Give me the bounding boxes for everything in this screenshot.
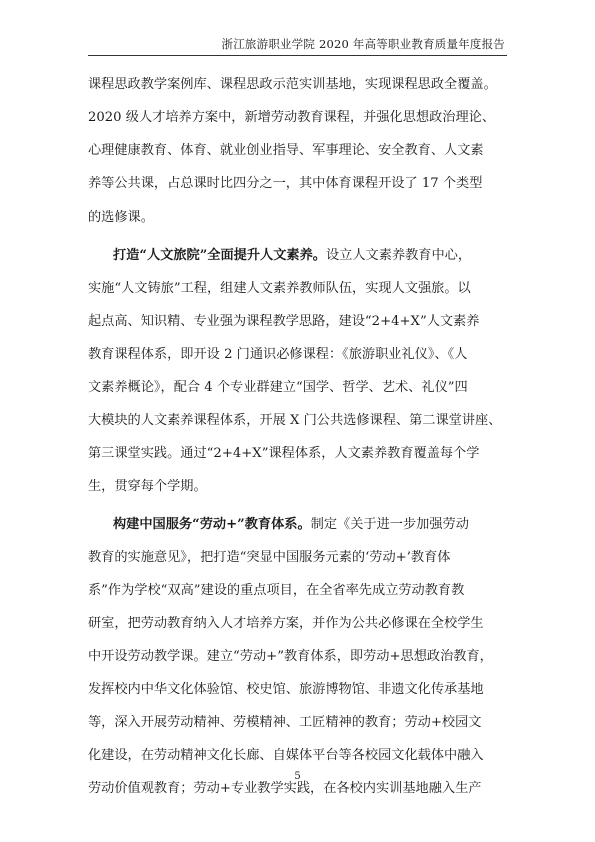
header-divider — [88, 55, 507, 56]
text-line — [88, 444, 508, 464]
text-segment: 制定《关于进一步加强劳动 — [310, 517, 469, 532]
text-segment: 大模块的人文素养课程体系，开展 X 门公共选修课程、第二课堂讲座、 — [88, 413, 502, 428]
text-line — [88, 746, 508, 766]
text-segment: 研室，把劳动教育纳入人才培养方案，并作为公共必修课在全校学生 — [88, 616, 484, 631]
text-segment: 设立人文素养教育中心， — [325, 248, 472, 263]
text-segment: 2020 级人才培养方案中，新增劳动教育课程，并强化思想政治理论、 — [88, 110, 496, 125]
text-line — [88, 713, 508, 733]
text-segment: 文素养概论》，配合 4 个专业群建立“国学、哲学、艺术、礼仪”四 — [88, 380, 468, 395]
text-segment: 的选修课。 — [88, 210, 154, 225]
text-line — [88, 174, 508, 194]
text-line — [88, 141, 508, 161]
text-line — [88, 477, 508, 497]
text-line — [113, 246, 508, 266]
page-number: 5 — [294, 771, 301, 782]
text-segment: 化建设，在劳动精神文化长廊、自媒体平台等各校园文化载体中融入 — [88, 748, 484, 763]
paragraph-heading: 构建中国服务“劳动+”教育体系。 — [113, 517, 311, 532]
text-line — [88, 647, 508, 667]
header-title: 浙江旅游职业学院 2020 年高等职业教育质量年度报告 — [221, 37, 505, 51]
text-line — [88, 75, 508, 95]
text-segment: 中开设劳动教学课。建立“劳动+”教育体系，即劳动+思想政治教育， — [88, 649, 493, 664]
text-segment: 教育的实施意见》，把打造“突显中国服务元素的‘劳动+’教育体 — [88, 550, 451, 565]
text-line — [88, 548, 508, 568]
text-segment: 课程思政教学案例库、课程思政示范实训基地，实现课程思政全覆盖。 — [88, 77, 497, 92]
text-line — [88, 779, 508, 799]
text-segment: 实施“人文铸旅”工程，组建人文素养教师队伍，实现人文强旅。以 — [88, 281, 471, 296]
text-line — [88, 581, 508, 601]
text-segment: 生，贯穿每个学期。 — [88, 479, 207, 494]
text-segment: 心理健康教育、体育、就业创业指导、军事理论、安全教育、人文素 — [88, 143, 484, 158]
text-line — [88, 680, 508, 700]
text-line — [113, 515, 508, 535]
text-segment: 养等公共课，占总课时比四分之一，其中体育课程开设了 17 个类型 — [88, 176, 483, 191]
text-line — [88, 312, 508, 332]
text-line — [88, 279, 508, 299]
text-line — [88, 345, 508, 365]
text-line — [88, 108, 508, 128]
text-line — [88, 378, 508, 398]
text-line — [88, 208, 508, 228]
text-segment: 第三课堂实践。通过“2+4+X”课程体系，人文素养教育覆盖每个学 — [88, 446, 480, 461]
text-segment: 等，深入开展劳动精神、劳模精神、工匠精神的教育；劳动+校园文 — [88, 715, 482, 730]
text-segment: 教育课程体系，即开设 2 门通识必修课程：《旅游职业礼仪》、《人 — [88, 347, 468, 362]
text-segment: 劳动价值观教育；劳动+专业教学实践，在各校内实训基地融入生产 — [88, 781, 482, 796]
text-segment: 发挥校内中华文化体验馆、校史馆、旅游博物馆、非遗文化传承基地 — [88, 682, 484, 697]
text-line — [88, 411, 508, 431]
text-segment: 系”作为学校“双高”建设的重点项目，在全省率先成立劳动教育教 — [88, 583, 465, 598]
text-line — [88, 614, 508, 634]
paragraph-heading: 打造“人文旅院”全面提升人文素养。 — [113, 248, 326, 263]
text-segment: 起点高、知识精、专业强为课程教学思路，建设“2+4+X”人文素养 — [88, 314, 480, 329]
